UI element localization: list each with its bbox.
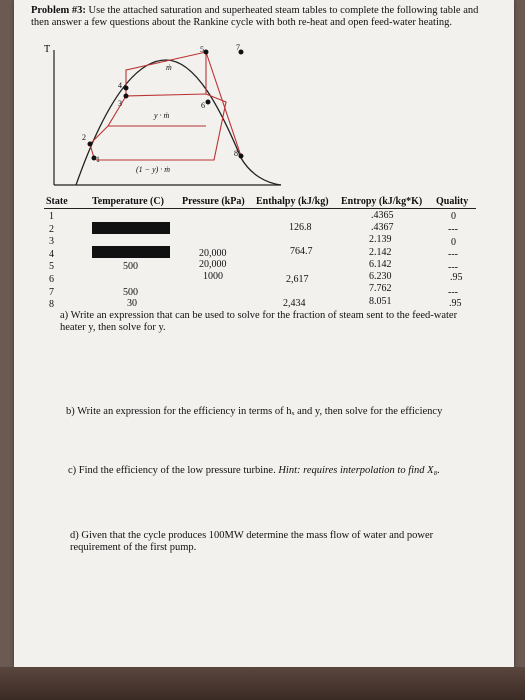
point-2-label: 2 <box>82 133 86 142</box>
point-7-label: 7 <box>236 43 240 52</box>
cell-entropy: .4365 <box>371 210 394 221</box>
cell-temperature: 500 <box>123 287 138 298</box>
cell-quality: --- <box>448 249 458 260</box>
cell-state: 6 <box>49 274 54 285</box>
question-c-mark: c) <box>68 465 77 476</box>
cell-state: 2 <box>49 224 54 235</box>
question-b <box>66 406 486 418</box>
cell-state: 5 <box>49 261 54 272</box>
cell-entropy: 6.142 <box>369 259 392 270</box>
cell-quality: --- <box>448 262 458 273</box>
cell-temperature: 500 <box>123 261 138 272</box>
cell-entropy: .4367 <box>371 222 394 233</box>
mass-flow-mid-label: y · ṁ <box>154 111 170 120</box>
point-1-label: 1 <box>96 155 100 164</box>
header-entropy: Entropy (kJ/kg*K) <box>341 196 423 207</box>
table-header-rule <box>44 208 476 209</box>
cell-state: 8 <box>49 299 54 310</box>
point-4-label: 4 <box>118 81 122 90</box>
header-enthalpy: Enthalpy (kJ/kg) <box>256 196 329 207</box>
problem-statement <box>31 5 491 29</box>
cell-enthalpy: 2,434 <box>283 298 306 309</box>
question-d-mark: d) <box>70 530 79 541</box>
point-4-marker <box>124 86 129 91</box>
cell-entropy: 2.142 <box>369 247 392 258</box>
cell-quality: .95 <box>449 298 462 309</box>
question-b-mark: b) <box>66 406 75 417</box>
desk-background <box>0 667 525 700</box>
question-a <box>60 310 480 334</box>
point-6-label: 6 <box>201 101 205 110</box>
question-c <box>68 465 488 477</box>
point-5-label: 5 <box>200 45 204 54</box>
point-8-marker <box>239 154 244 159</box>
cell-temperature: 30 <box>127 298 137 309</box>
redaction-bar <box>92 222 170 234</box>
point-2-marker <box>88 142 93 147</box>
cell-quality: .95 <box>450 272 463 283</box>
point-5-marker <box>204 50 209 55</box>
point-6-marker <box>206 100 211 105</box>
question-d <box>70 530 470 554</box>
cell-pressure: 20,000 <box>199 248 227 259</box>
cell-enthalpy: 764.7 <box>290 246 313 257</box>
question-d-text: Given that the cycle produces 100MW determine the mass flow of water and power requirement of the first pump. <box>70 530 434 553</box>
cell-state: 3 <box>49 236 54 247</box>
cell-state: 4 <box>49 249 54 260</box>
header-pressure: Pressure (kPa) <box>182 196 245 207</box>
question-b-text: Write an expression for the efficiency in terms of hₓ and y, then solve for the efficiency <box>77 406 443 417</box>
t-axis-label: T <box>44 44 51 55</box>
point-3-label: 3 <box>118 99 122 108</box>
cell-quality: 0 <box>451 237 456 248</box>
cell-entropy: 8.051 <box>369 296 392 307</box>
question-a-mark: a) <box>60 310 69 321</box>
header-state: State <box>46 196 68 207</box>
cell-pressure: 20,000 <box>199 259 227 270</box>
cell-quality: --- <box>448 287 458 298</box>
cell-state: 1 <box>49 211 54 222</box>
question-c-hint: Hint: requires interpolation to find X₈. <box>278 465 440 476</box>
cell-entropy: 2.139 <box>369 234 392 245</box>
cell-entropy: 7.762 <box>369 283 392 294</box>
cell-entropy: 6.230 <box>369 271 392 282</box>
cell-enthalpy: 2,617 <box>286 274 309 285</box>
cell-state: 7 <box>49 287 54 298</box>
cell-quality: 0 <box>451 211 456 222</box>
problem-text: Use the attached saturation and superheated steam tables to complete the following table and then answer a few questions about the Rankine cycle with both re-heat and open feed-water heating. <box>31 5 479 28</box>
ts-diagram <box>36 40 286 190</box>
problem-label: Problem #3: <box>31 5 86 16</box>
header-temperature: Temperature (C) <box>92 196 164 207</box>
question-c-text: Find the efficiency of the low pressure turbine. <box>78 465 279 476</box>
question-a-text: Write an expression that can be used to solve for the fraction of steam sent to the feed-water heater y, then solve for y. <box>60 310 458 333</box>
cycle-path-lower <box>90 94 226 160</box>
point-8-label: 8 <box>234 149 238 158</box>
cell-quality: --- <box>448 224 458 235</box>
redaction-bar <box>92 246 170 258</box>
mass-flow-bottom-label: (1 − y) · ṁ <box>136 165 171 174</box>
cell-enthalpy: 126.8 <box>289 222 312 233</box>
saturation-dome <box>76 60 281 185</box>
cell-pressure: 1000 <box>203 271 223 282</box>
mass-flow-top-label: ṁ <box>166 63 172 72</box>
header-quality: Quality <box>436 196 469 207</box>
point-3-marker <box>124 94 129 99</box>
